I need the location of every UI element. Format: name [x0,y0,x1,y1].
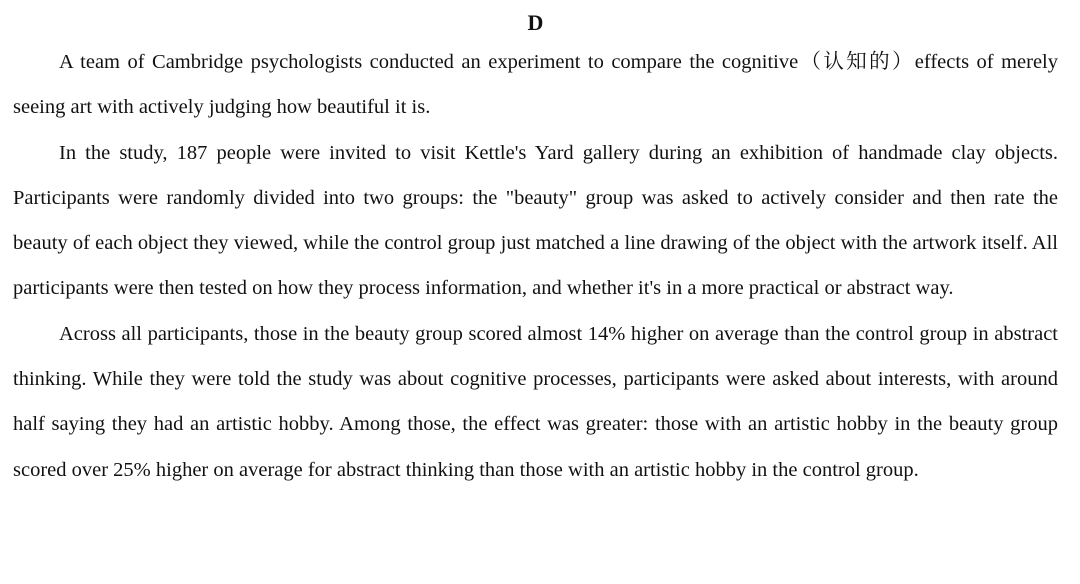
paragraph-3: Across all participants, those in the beauty group scored almost 14% higher on average than the control group in abstract thinking. While they were told the study was about cognitive processes, participants were asked about interests, with around half saying they had an artistic hobby. Among those, the effect was greater: those with an artistic hobby in the beauty group scored over 25% higher on average for abstract thinking than those with an artistic hobby in the control group. [13,322,1058,481]
paragraph-1: A team of Cambridge psychologists conducted an experiment to compare the cognitive（认知的）effects of merely seeing art with actively judging how beautiful it is. [13,51,1058,119]
section-title: D [527,10,544,35]
paragraph-2: In the study, 187 people were invited to visit Kettle's Yard gallery during an exhibition of handmade clay objects. Participants were randomly divided into two groups: the "beauty" group was asked to actively consider and then rate the beauty of each object they viewed, while the control group just matched a line drawing of the object with the artwork itself. All participants were then tested on how they process information, and whether it's in a more practical or abstract way. [13,141,1058,300]
